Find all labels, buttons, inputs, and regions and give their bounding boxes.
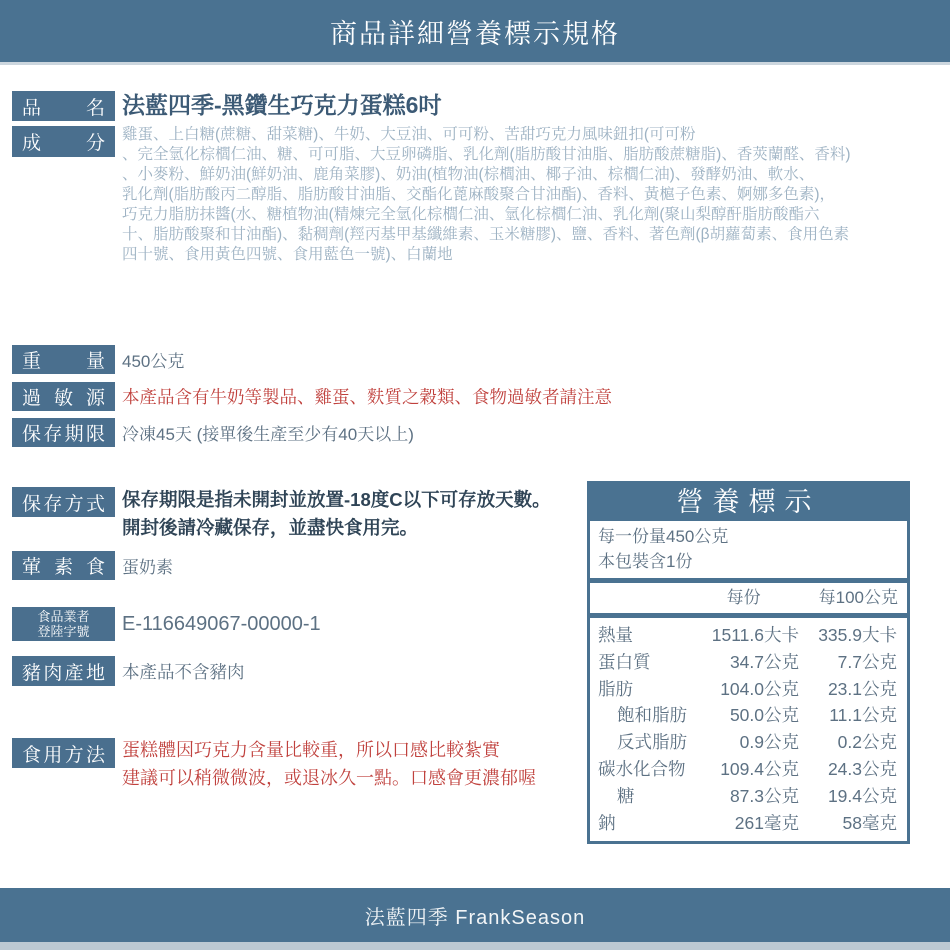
- field-label-diet-type: 葷 素 食: [12, 551, 115, 580]
- nutrition-serving-section: [590, 521, 907, 583]
- page-title: 商品詳細營養標示規格: [330, 18, 620, 49]
- pork-origin-value: 本產品不含豬肉: [122, 661, 245, 682]
- ingredients-line: 雞蛋、上白糖(蔗糖、甜菜糖)、牛奶、大豆油、可可粉、苦甜巧克力風味鈕扣(可可粉: [122, 126, 696, 143]
- nutrition-title: 營養標示: [590, 484, 907, 521]
- nutrition-row-fat: 脂肪 104.0公克 23.1公克: [598, 678, 897, 699]
- brand-name: 法藍四季 FrankSeason: [364, 906, 586, 929]
- field-label-pork-origin: 豬 肉 產 地: [12, 656, 115, 686]
- nutrition-row-protein: 蛋白質 34.7公克 7.7公克: [598, 651, 897, 672]
- nutrition-row-carbohydrate: 碳水化合物 109.4公克 24.3公克: [598, 758, 897, 779]
- nutrition-facts-table: [587, 481, 910, 844]
- field-label-registration: [12, 607, 115, 641]
- storage-line: 開封後請冷藏保存，並盡快食用完。: [122, 517, 419, 538]
- registration-label-line2: 登陸字號: [37, 624, 90, 639]
- header-divider: [0, 62, 950, 65]
- serving-size: 每一份量450公克: [598, 527, 729, 546]
- serving-advice-value: [122, 736, 536, 792]
- nutrition-row-saturated-fat: 飽和脂肪 50.0公克 11.1公克: [617, 705, 897, 726]
- ingredients-line: 四十號、食用黃色四號、食用藍色一號)、白蘭地: [122, 246, 453, 263]
- col-header-per-serving: 每份: [726, 588, 761, 607]
- field-label-shelf-life: 保 存 期 限: [12, 418, 115, 447]
- serving-advice-line: 蛋糕體因巧克力含量比較重，所以口感比較紮實: [122, 740, 500, 760]
- ingredients-value: [122, 125, 922, 265]
- ingredients-line: 十、脂肪酸聚和甘油酯)、黏稠劑(羥丙基甲基纖維素、玉米糖膠)、鹽、香料、著色劑(β胡蘿蔔素、食用色素: [122, 226, 850, 243]
- ingredients-line: 、完全氫化棕櫚仁油、糖、可可脂、大豆卵磷脂、乳化劑(脂肪酸甘油脂、脂肪酸蔗糖脂)、香莢蘭醛、香料): [122, 146, 851, 163]
- page-footer-bar: [0, 888, 950, 942]
- nutrition-row-trans-fat: 反式脂肪 0.9公克 0.2公克: [617, 732, 897, 753]
- nutrition-column-headers: [590, 583, 907, 618]
- registration-label-line1: 食品業者: [37, 609, 90, 624]
- ingredients-line: 巧克力脂肪抹醬(水、糖植物油(精煉完全氫化棕櫚仁油、氫化棕櫚仁油、乳化劑(聚山梨醇酐脂肪酸酯六: [122, 206, 820, 223]
- nutrition-row-sodium: 鈉 261毫克 58毫克: [598, 812, 897, 833]
- nutrition-row-sugar: 糖 87.3公克 19.4公克: [617, 785, 897, 806]
- col-header-per-100g: 每100公克: [818, 588, 898, 607]
- serving-advice-line: 建議可以稍微微波，或退冰久一點。口感會更濃郁喔: [122, 768, 536, 788]
- nutrition-row-calories: 熱量 1511.6大卡 335.9大卡: [598, 625, 897, 645]
- allergen-warning-value: 本產品含有牛奶等製品、雞蛋、麩質之穀類、食物過敏者請注意: [122, 387, 612, 407]
- servings-per-pack: 本包裝含1份: [598, 552, 693, 571]
- shelf-life-value: 冷凍45天 (接單後生產至少有40天以上): [122, 425, 414, 444]
- field-label-ingredients: 成 分: [12, 126, 115, 157]
- ingredients-line: 、小麥粉、鮮奶油(鮮奶油、鹿角菜膠)、奶油(植物油(棕櫚油、椰子油、棕櫚仁油)、發酵奶油、軟水、: [122, 166, 815, 183]
- weight-value: 450公克: [122, 352, 185, 371]
- nutrition-rows: [590, 618, 907, 841]
- field-label-serving-advice: 食 用 方 法: [12, 738, 115, 768]
- page-header-bar: [0, 0, 950, 62]
- field-label-allergen: 過 敏 源: [12, 382, 115, 411]
- footer-divider: [0, 942, 950, 950]
- field-label-storage: 保 存 方 式: [12, 487, 115, 517]
- ingredients-line: 乳化劑(脂肪酸丙二醇脂、脂肪酸甘油脂、交酯化蓖麻酸聚合甘油酯)、香料、黃槴子色素、婀娜多色素)，: [122, 186, 835, 203]
- registration-number-value: E-116649067-00000-1: [122, 612, 321, 635]
- diet-type-value: 蛋奶素: [122, 558, 173, 577]
- product-name-value: 法藍四季-黑鑽生巧克力蛋糕6吋: [122, 92, 442, 118]
- storage-method-value: [122, 486, 551, 542]
- field-label-weight: 重 量: [12, 345, 115, 374]
- storage-line: 保存期限是指未開封並放置-18度C以下可存放天數。: [122, 489, 551, 510]
- field-label-product-name: 品 名: [12, 91, 115, 121]
